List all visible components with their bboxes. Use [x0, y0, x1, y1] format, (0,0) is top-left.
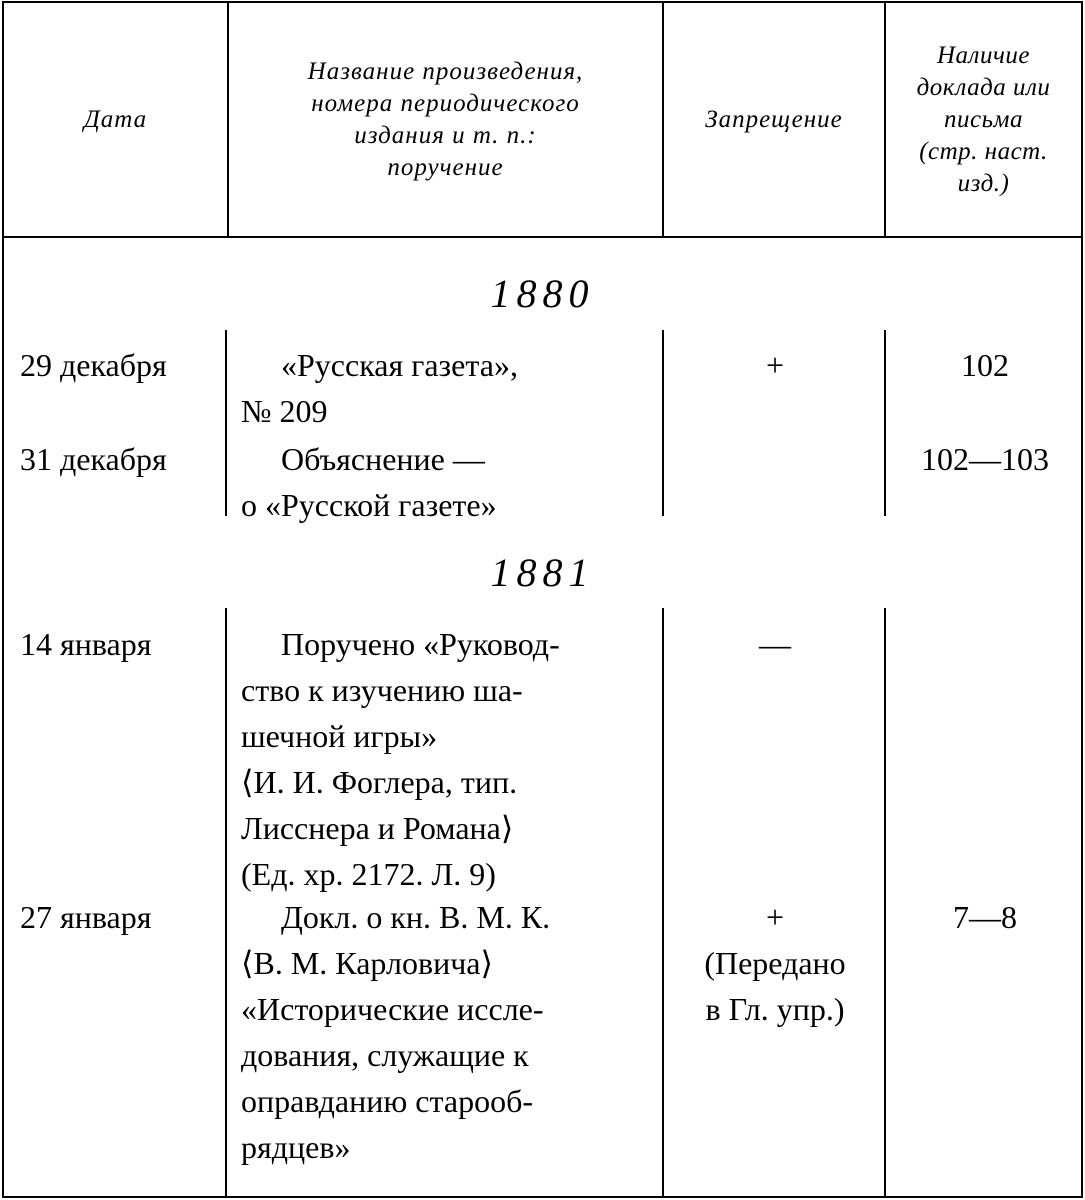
header-title-line: издания и т. п.: — [354, 121, 537, 149]
row-title-line: «Русская газета», — [281, 347, 518, 383]
header-ref-line: (стр. наст. — [919, 137, 1048, 165]
row-date: 29 декабря — [20, 347, 167, 383]
row-ban: + — [765, 347, 785, 383]
row-ref: 102 — [961, 347, 1009, 383]
row-title — [241, 436, 497, 528]
row-ref: 102—103 — [921, 441, 1049, 477]
header-ref-line: изд.) — [957, 169, 1010, 197]
row-title-line: Лисснера и Романа⟩ — [241, 810, 514, 846]
header-title-line: поручение — [387, 153, 504, 181]
header-title-line: Название произведения, — [307, 57, 584, 85]
header-ref-line: письма — [944, 105, 1023, 133]
row-title-line: оправданию старооб- — [241, 1083, 533, 1119]
header-ref-line: доклада или — [916, 73, 1051, 101]
row-title-line: Объяснение — — [281, 441, 485, 477]
row-title-line: № 209 — [241, 393, 328, 429]
header-title-line: номера периодического — [311, 89, 580, 117]
row-date: 31 декабря — [20, 441, 167, 477]
header-date-label: Дата — [83, 105, 148, 133]
year-heading-1880: 1880 — [490, 271, 595, 316]
row-title-line: ⟨В. М. Карловича⟩ — [241, 945, 493, 981]
table-right-border — [1081, 1, 1083, 1198]
row-title-line: ⟨И. И. Фоглера, тип. — [241, 764, 518, 800]
row-title-line: «Исторические иссле- — [241, 991, 544, 1027]
row-ban-line: + — [765, 899, 785, 935]
row-title-line: о «Русской газете» — [241, 487, 497, 523]
section-1880-col-sep-2 — [662, 330, 664, 516]
header-ban — [664, 3, 884, 236]
row-title-line: шечной игры» — [241, 718, 438, 754]
row-ban-line: в Гл. упр.) — [705, 991, 845, 1027]
row-title-line: рядцев» — [241, 1129, 351, 1165]
row-ref: 7—8 — [953, 899, 1017, 935]
row-title-line: дования, служащие к — [241, 1037, 529, 1073]
row-date: 27 января — [20, 899, 152, 935]
header-title — [229, 3, 662, 236]
header-bottom-border — [2, 236, 1083, 238]
year-heading-1881: 1881 — [490, 550, 595, 595]
header-date — [4, 3, 227, 236]
row-title — [241, 342, 518, 434]
row-ban-line: (Передано — [704, 945, 846, 981]
header-ban-label: Запрещение — [705, 105, 843, 133]
row-title-line: Докл. о кн. В. М. К. — [281, 899, 551, 935]
row-ban: — — [759, 626, 791, 662]
section-1881-col-sep-1 — [225, 608, 227, 1197]
row-ban — [665, 894, 885, 1032]
row-title — [241, 621, 560, 897]
table-bottom-border — [2, 1196, 1083, 1198]
section-1881-col-sep-2 — [662, 608, 664, 1197]
row-title-line: ство к изучению ша- — [241, 672, 523, 708]
section-1880-col-sep-1 — [225, 330, 227, 516]
row-title-line: (Ед. хр. 2172. Л. 9) — [241, 856, 496, 892]
row-title-line: Поручено «Руковод- — [281, 626, 560, 662]
header-ref — [886, 3, 1081, 236]
row-title — [241, 894, 550, 1170]
header-ref-line: Наличие — [937, 41, 1030, 69]
row-date: 14 января — [20, 626, 152, 662]
